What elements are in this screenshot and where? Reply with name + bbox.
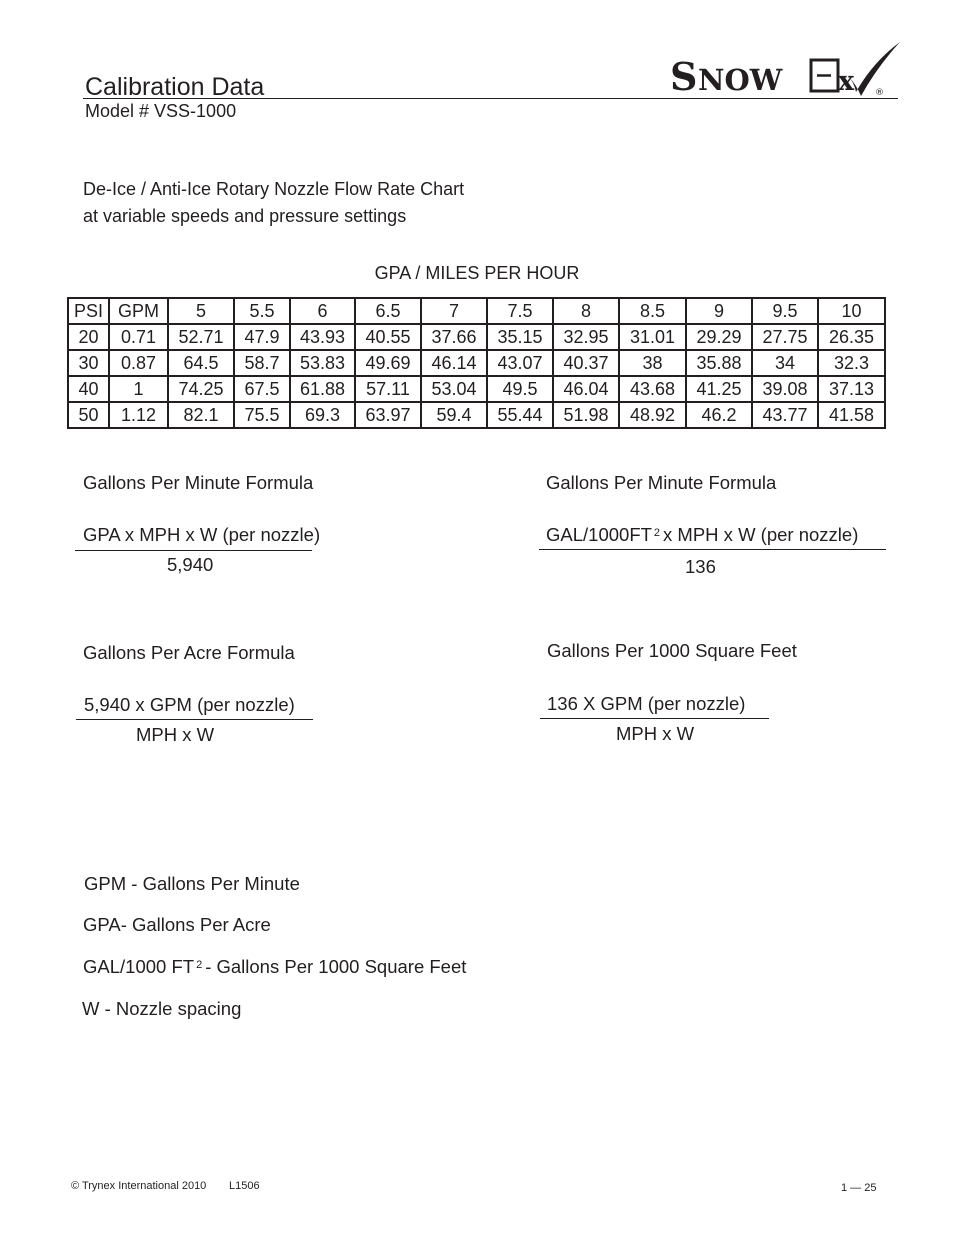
legend-w: W - Nozzle spacing [82,998,242,1019]
chart-description-line-1: De-Ice / Anti-Ice Rotary Nozzle Flow Rate Chart [83,179,465,199]
table-cell: 37.66 [421,324,487,350]
header-cell: 7 [421,298,487,324]
header-cell: 9 [686,298,752,324]
table-cell: 75.5 [234,402,290,428]
snowex-logo [668,40,902,102]
gpm-formula-numerator-left: GPA x MPH x W (per nozzle) [83,524,321,545]
numerator-remainder: x MPH x W (per nozzle) [663,524,859,545]
fraction-line [540,718,769,719]
table-cell: 43.07 [487,350,553,376]
gpm-formula-numerator-right [546,523,858,547]
table-cell: 1.12 [109,402,168,428]
gal-per-1000ft-label: GAL/1000FT [546,524,652,545]
header-cell: 10 [818,298,885,324]
chart-description-line-2: at variable speeds and pressure settings [83,206,407,226]
table-cell: 43.77 [752,402,818,428]
gpm-formula-title-left: Gallons Per Minute Formula [83,472,314,493]
legend-gpm: GPM - Gallons Per Minute [84,873,300,894]
table-row [68,376,885,402]
svg-text:S: S [670,54,698,99]
table-row [68,402,885,428]
g1000-formula-denominator: MPH x W [616,723,695,744]
table-cell: 58.7 [234,350,290,376]
table-cell: 31.01 [619,324,686,350]
gpa-formula-numerator: 5,940 x GPM (per nozzle) [84,694,295,715]
table-cell: 20 [68,324,109,350]
table-cell: 41.58 [818,402,885,428]
table-cell: 50 [68,402,109,428]
table-caption: GPA / MILES PER HOUR [374,263,580,283]
flow-rate-table [67,297,886,429]
table-cell: 49.69 [355,350,421,376]
table-row [68,350,885,376]
table-header-row [68,298,885,324]
footer-page-number: 1 — 25 [841,1182,877,1194]
footer-copyright: © Trynex International 2010 [71,1180,207,1192]
table-cell: 40 [68,376,109,402]
header-cell: 8.5 [619,298,686,324]
header-cell: 6 [290,298,355,324]
legend-gal-per-1000ft [83,955,466,979]
header-cell: 6.5 [355,298,421,324]
table-cell: 46.2 [686,402,752,428]
table-cell: 34 [752,350,818,376]
header-cell: 5.5 [234,298,290,324]
table-cell: 55.44 [487,402,553,428]
header-cell: 9.5 [752,298,818,324]
table-cell: 1 [109,376,168,402]
table-cell: 47.9 [234,324,290,350]
table-cell: 67.5 [234,376,290,402]
table-cell: 48.92 [619,402,686,428]
table-cell: 29.29 [686,324,752,350]
table-cell: 51.98 [553,402,619,428]
table-cell: 82.1 [168,402,234,428]
table-cell: 0.87 [109,350,168,376]
table-cell: 0.71 [109,324,168,350]
gpa-formula-title: Gallons Per Acre Formula [83,642,295,663]
table-cell: 40.37 [553,350,619,376]
table-cell: 59.4 [421,402,487,428]
table-cell: 43.93 [290,324,355,350]
table-cell: 32.3 [818,350,885,376]
svg-text:NOW: NOW [698,63,783,97]
model-number: Model # VSS-1000 [85,101,237,121]
table-cell: 41.25 [686,376,752,402]
table-cell: 46.14 [421,350,487,376]
fraction-line [75,550,312,551]
table-cell: 46.04 [553,376,619,402]
header-cell: GPM [109,298,168,324]
legend-gal-per-1000ft-label: GAL/1000 FT [83,956,195,977]
table-cell: 53.83 [290,350,355,376]
table-cell: 40.55 [355,324,421,350]
header-cell: PSI [68,298,109,324]
table-cell: 61.88 [290,376,355,402]
gpa-formula-denominator: MPH x W [136,724,215,745]
footer-doc-code: L1506 [229,1180,260,1192]
svg-text:x: x [838,66,855,97]
registered-mark: ® [875,88,884,98]
table-cell: 35.15 [487,324,553,350]
chart-description [83,176,464,230]
squared-superscript: 2 [196,959,203,971]
gpm-formula-denominator-right: 136 [685,556,716,577]
table-cell: 32.95 [553,324,619,350]
header-cell: 7.5 [487,298,553,324]
table-cell: 39.08 [752,376,818,402]
squared-superscript: 2 [653,527,661,539]
table-cell: 74.25 [168,376,234,402]
table-cell: 69.3 [290,402,355,428]
fraction-line [539,549,886,550]
table-cell: 52.71 [168,324,234,350]
table-cell: 43.68 [619,376,686,402]
legend-gpa: GPA- Gallons Per Acre [83,914,271,935]
table-cell: 26.35 [818,324,885,350]
table-cell: 35.88 [686,350,752,376]
legend-gal-per-1000ft-desc: - Gallons Per 1000 Square Feet [205,956,467,977]
table-cell: 49.5 [487,376,553,402]
table-cell: 64.5 [168,350,234,376]
header-cell: 8 [553,298,619,324]
g1000-formula-title: Gallons Per 1000 Square Feet [547,640,797,661]
table-cell: 27.75 [752,324,818,350]
header-cell: 5 [168,298,234,324]
table-cell: 63.97 [355,402,421,428]
gpm-formula-title-right: Gallons Per Minute Formula [546,472,777,493]
table-cell: 53.04 [421,376,487,402]
table-cell: 38 [619,350,686,376]
gpm-formula-denominator-left: 5,940 [167,554,214,575]
fraction-line [76,719,313,720]
page-title: Calibration Data [85,73,265,101]
table-row [68,324,885,350]
table-cell: 57.11 [355,376,421,402]
g1000-formula-numerator: 136 X GPM (per nozzle) [547,693,746,714]
table-cell: 37.13 [818,376,885,402]
table-cell: 30 [68,350,109,376]
